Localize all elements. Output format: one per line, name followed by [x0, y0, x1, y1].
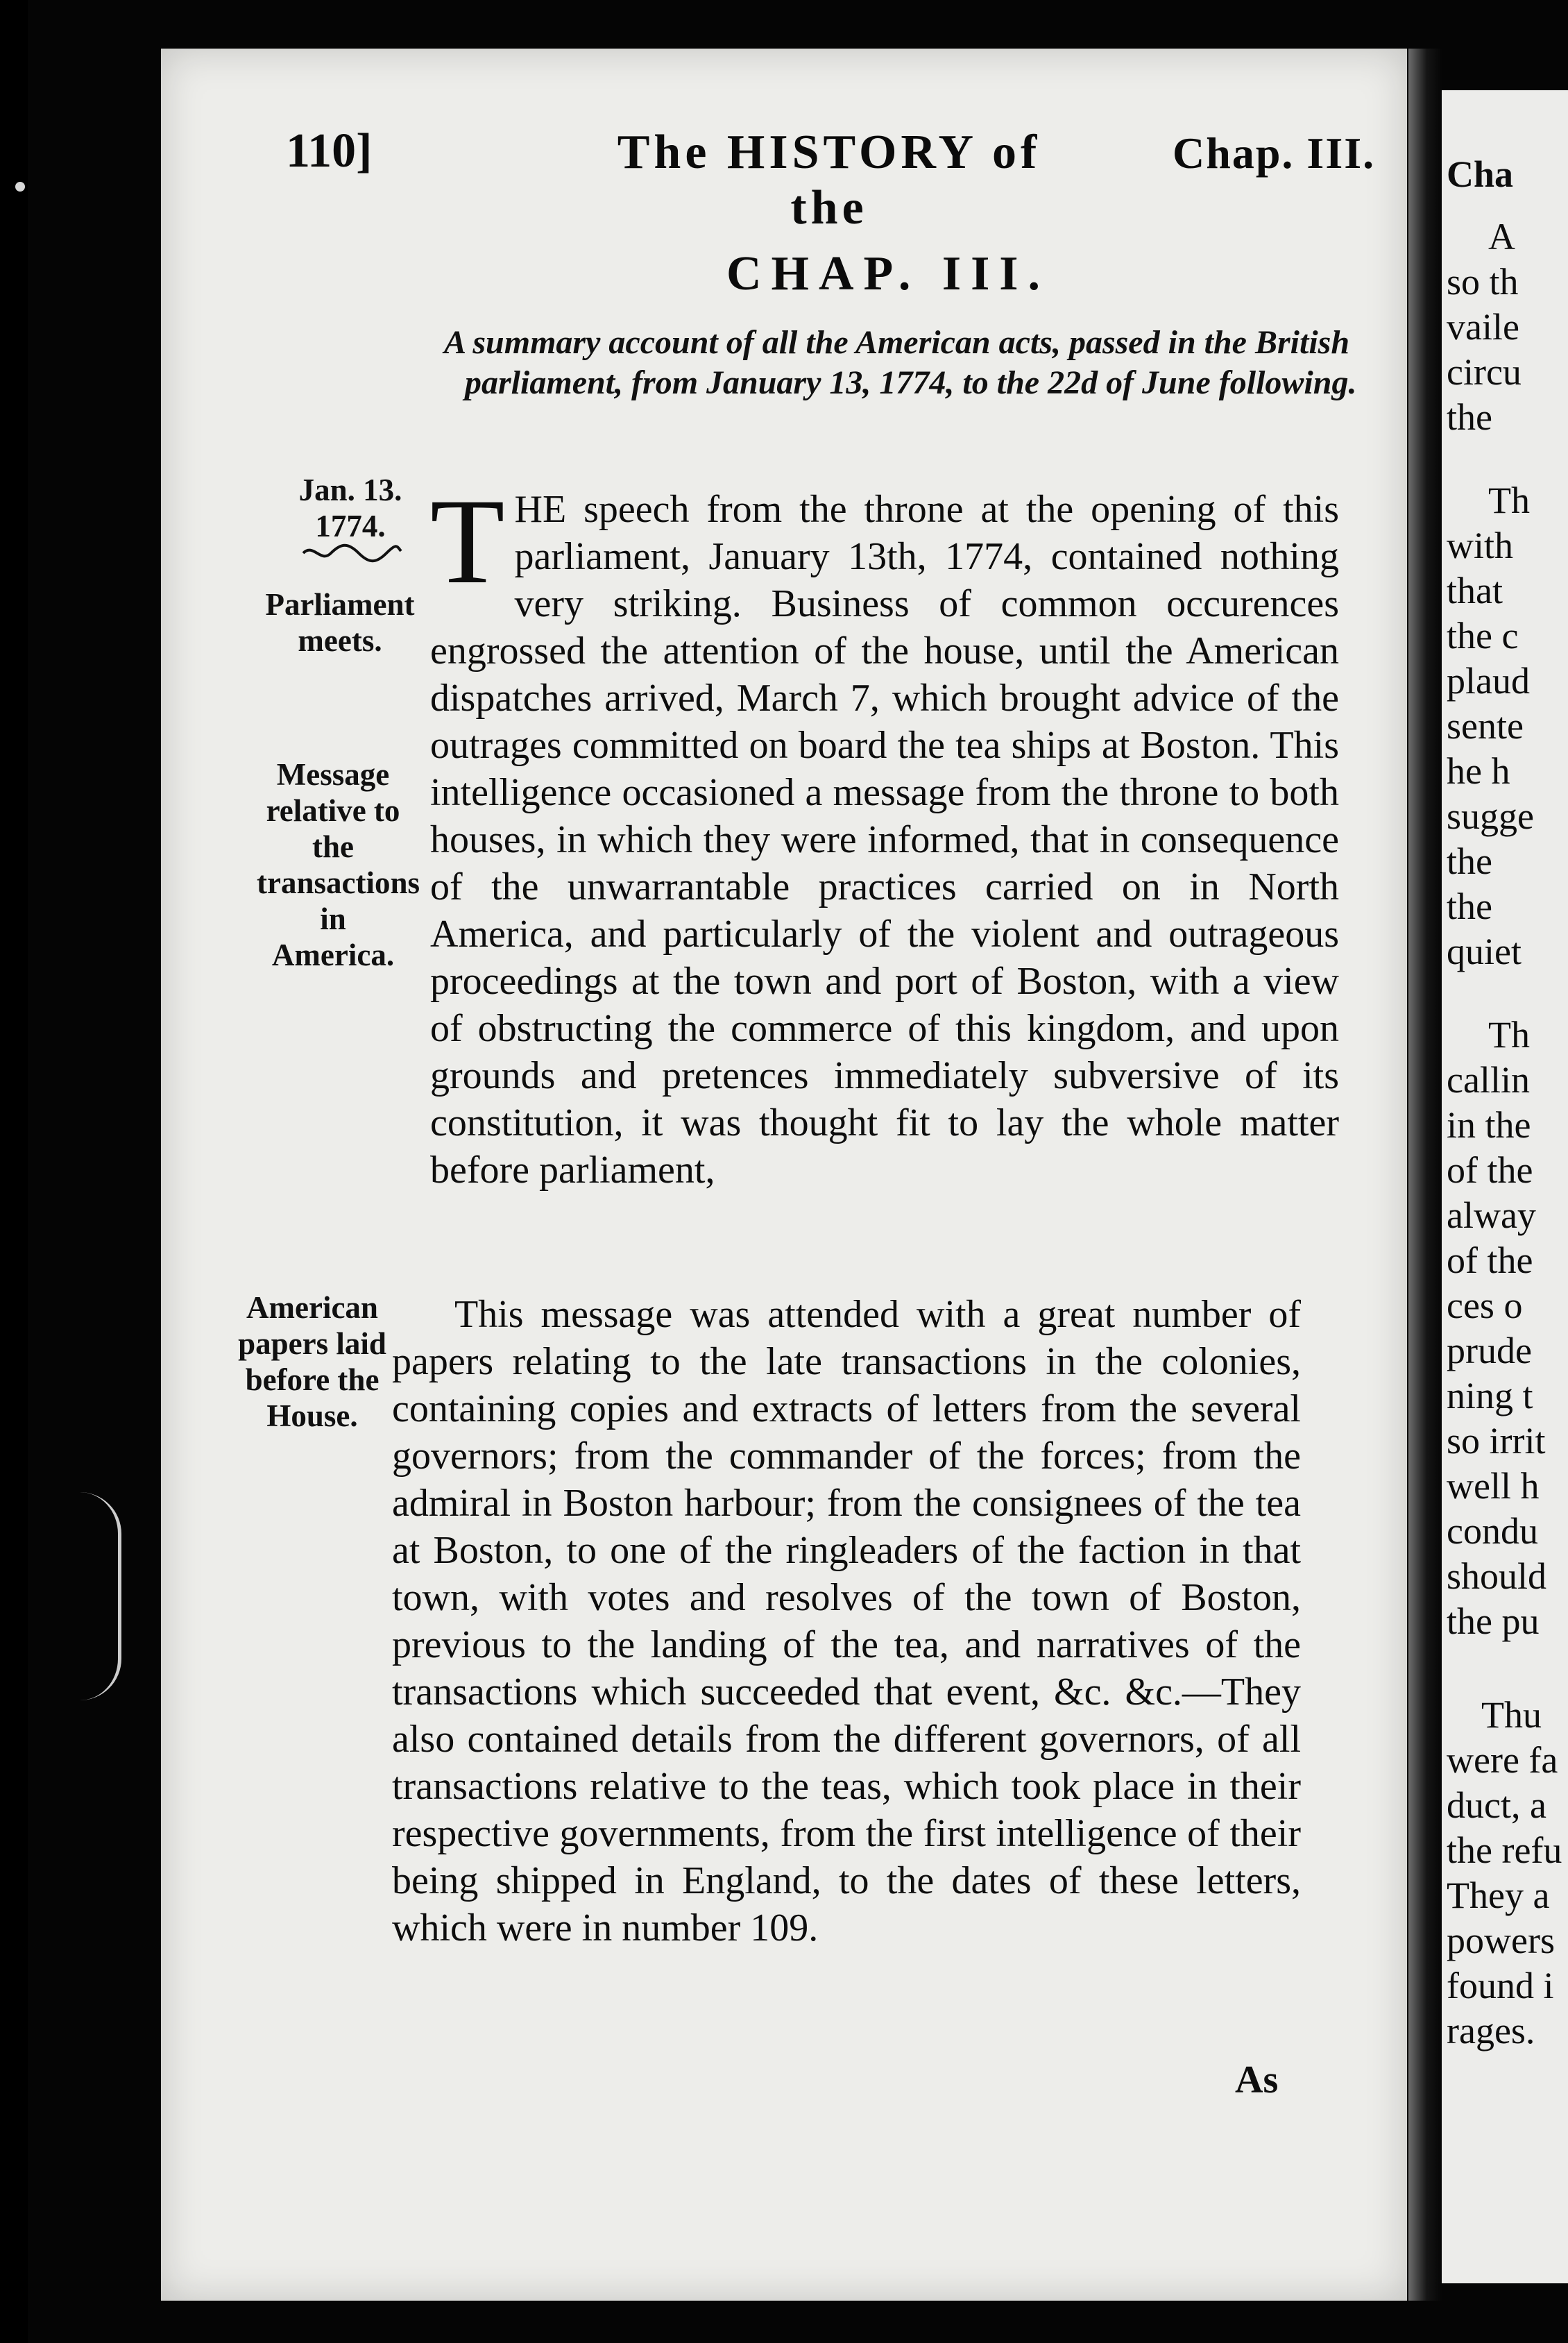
facing-line: condu	[1447, 1510, 1538, 1552]
chapter-summary: A summary account of all the American acts, passed in the British parliament, from January 13, 1774, to the 22d of June following.	[444, 324, 1357, 401]
facing-line: Th	[1488, 1014, 1530, 1056]
facing-line: with	[1447, 525, 1514, 566]
chapter-title: CHAP. III.	[726, 247, 1050, 301]
facing-line: of the	[1447, 1149, 1533, 1191]
running-chapter: Chap. III.	[1173, 128, 1376, 178]
facing-line: so irrit	[1447, 1420, 1546, 1462]
facing-line: duct, a	[1447, 1784, 1546, 1826]
facing-line: in the	[1447, 1104, 1531, 1146]
facing-line: the	[1447, 840, 1492, 882]
facing-line: Thu	[1481, 1694, 1542, 1736]
facing-line: quiet	[1447, 931, 1522, 972]
page-gutter	[1408, 49, 1442, 2301]
binding-edge	[0, 0, 28, 2343]
facing-line: circu	[1447, 351, 1522, 393]
facing-line: the refu	[1447, 1829, 1562, 1871]
facing-line: the pu	[1447, 1600, 1540, 1642]
facing-line: he h	[1447, 750, 1510, 792]
facing-line: so th	[1447, 261, 1519, 303]
facing-line: the	[1447, 396, 1492, 438]
facing-line: ning t	[1447, 1375, 1533, 1416]
facing-line: alway	[1447, 1194, 1536, 1236]
facing-line: Cha	[1447, 153, 1514, 195]
catchword: As	[1235, 2058, 1279, 2101]
facing-line: sugge	[1447, 795, 1534, 837]
margin-note-parliament: Parliament meets.	[265, 587, 415, 658]
facing-line: prude	[1447, 1330, 1532, 1371]
facing-line: ces o	[1447, 1285, 1523, 1326]
margin-note-papers: American papers laid before the House.	[238, 1290, 386, 1433]
flourish-ornament	[300, 543, 404, 564]
facing-line: found i	[1447, 1965, 1554, 2006]
facing-line: well h	[1447, 1465, 1540, 1507]
facing-line: the	[1447, 886, 1492, 927]
facing-line: sente	[1447, 705, 1524, 747]
facing-line: the c	[1447, 615, 1519, 657]
facing-line: callin	[1447, 1059, 1530, 1101]
facing-line: A	[1488, 216, 1515, 257]
facing-line: They a	[1447, 1875, 1550, 1916]
facing-line: of the	[1447, 1240, 1533, 1281]
facing-line: were fa	[1447, 1739, 1558, 1781]
paragraph-1: THE speech from the throne at the opening of this parliament, January 13th, 1774, contained nothing very striking. Business of common occurences engrossed the attention of the house, until the American dispatches arrived, March 7, which brought advice of the outrages committed on board the tea ships at Boston. This intelligence occasioned a message from the throne to both houses, in which they were informed, that in consequence of the unwarrantable practices carried on in North America, and particularly of the violent and outrageous proceedings at the town and port of Boston, with a view of obstructing the commerce of this kingdom, and upon grounds and pretences immediately subversive of its constitution, it was thought fit to lay the whole matter before parliament,	[430, 474, 1339, 1192]
running-title: The HISTORY of the	[617, 126, 1041, 235]
facing-line: powers	[1447, 1920, 1555, 1961]
facing-line: Th	[1488, 480, 1530, 521]
margin-note-date: Jan. 13. 1774.	[298, 473, 402, 543]
scan-artifact-dot	[15, 182, 25, 192]
facing-line: that	[1447, 570, 1503, 611]
facing-line: plaud	[1447, 660, 1530, 702]
scan-artifact-curve	[69, 1492, 121, 1700]
facing-line: rages.	[1447, 2010, 1535, 2052]
paragraph-2: This message was attended with a great number of papers relating to the late transactions in the colonies, containing copies and extracts of letters from the several governors; from the commander of the forces; from the admiral in Boston harbour; from the consignees of the tea at Boston, to one of the ringleaders of the faction in that town, with votes and resolves of the town of Boston, previous to the landing of the tea, and narratives of the transactions which succeeded that event, &c. &c.—They also contained details from the different governors, of all transactions relative to the teas, which took place in their respective governments, from the first intelligence of their being shipped in England, to the dates of these letters, which were in number 109.	[392, 1293, 1301, 1949]
margin-note-message: Message relative to the transactions in America.	[257, 757, 420, 972]
facing-line: vaile	[1447, 306, 1519, 348]
page-number: 110]	[286, 124, 373, 178]
facing-line: should	[1447, 1555, 1547, 1597]
